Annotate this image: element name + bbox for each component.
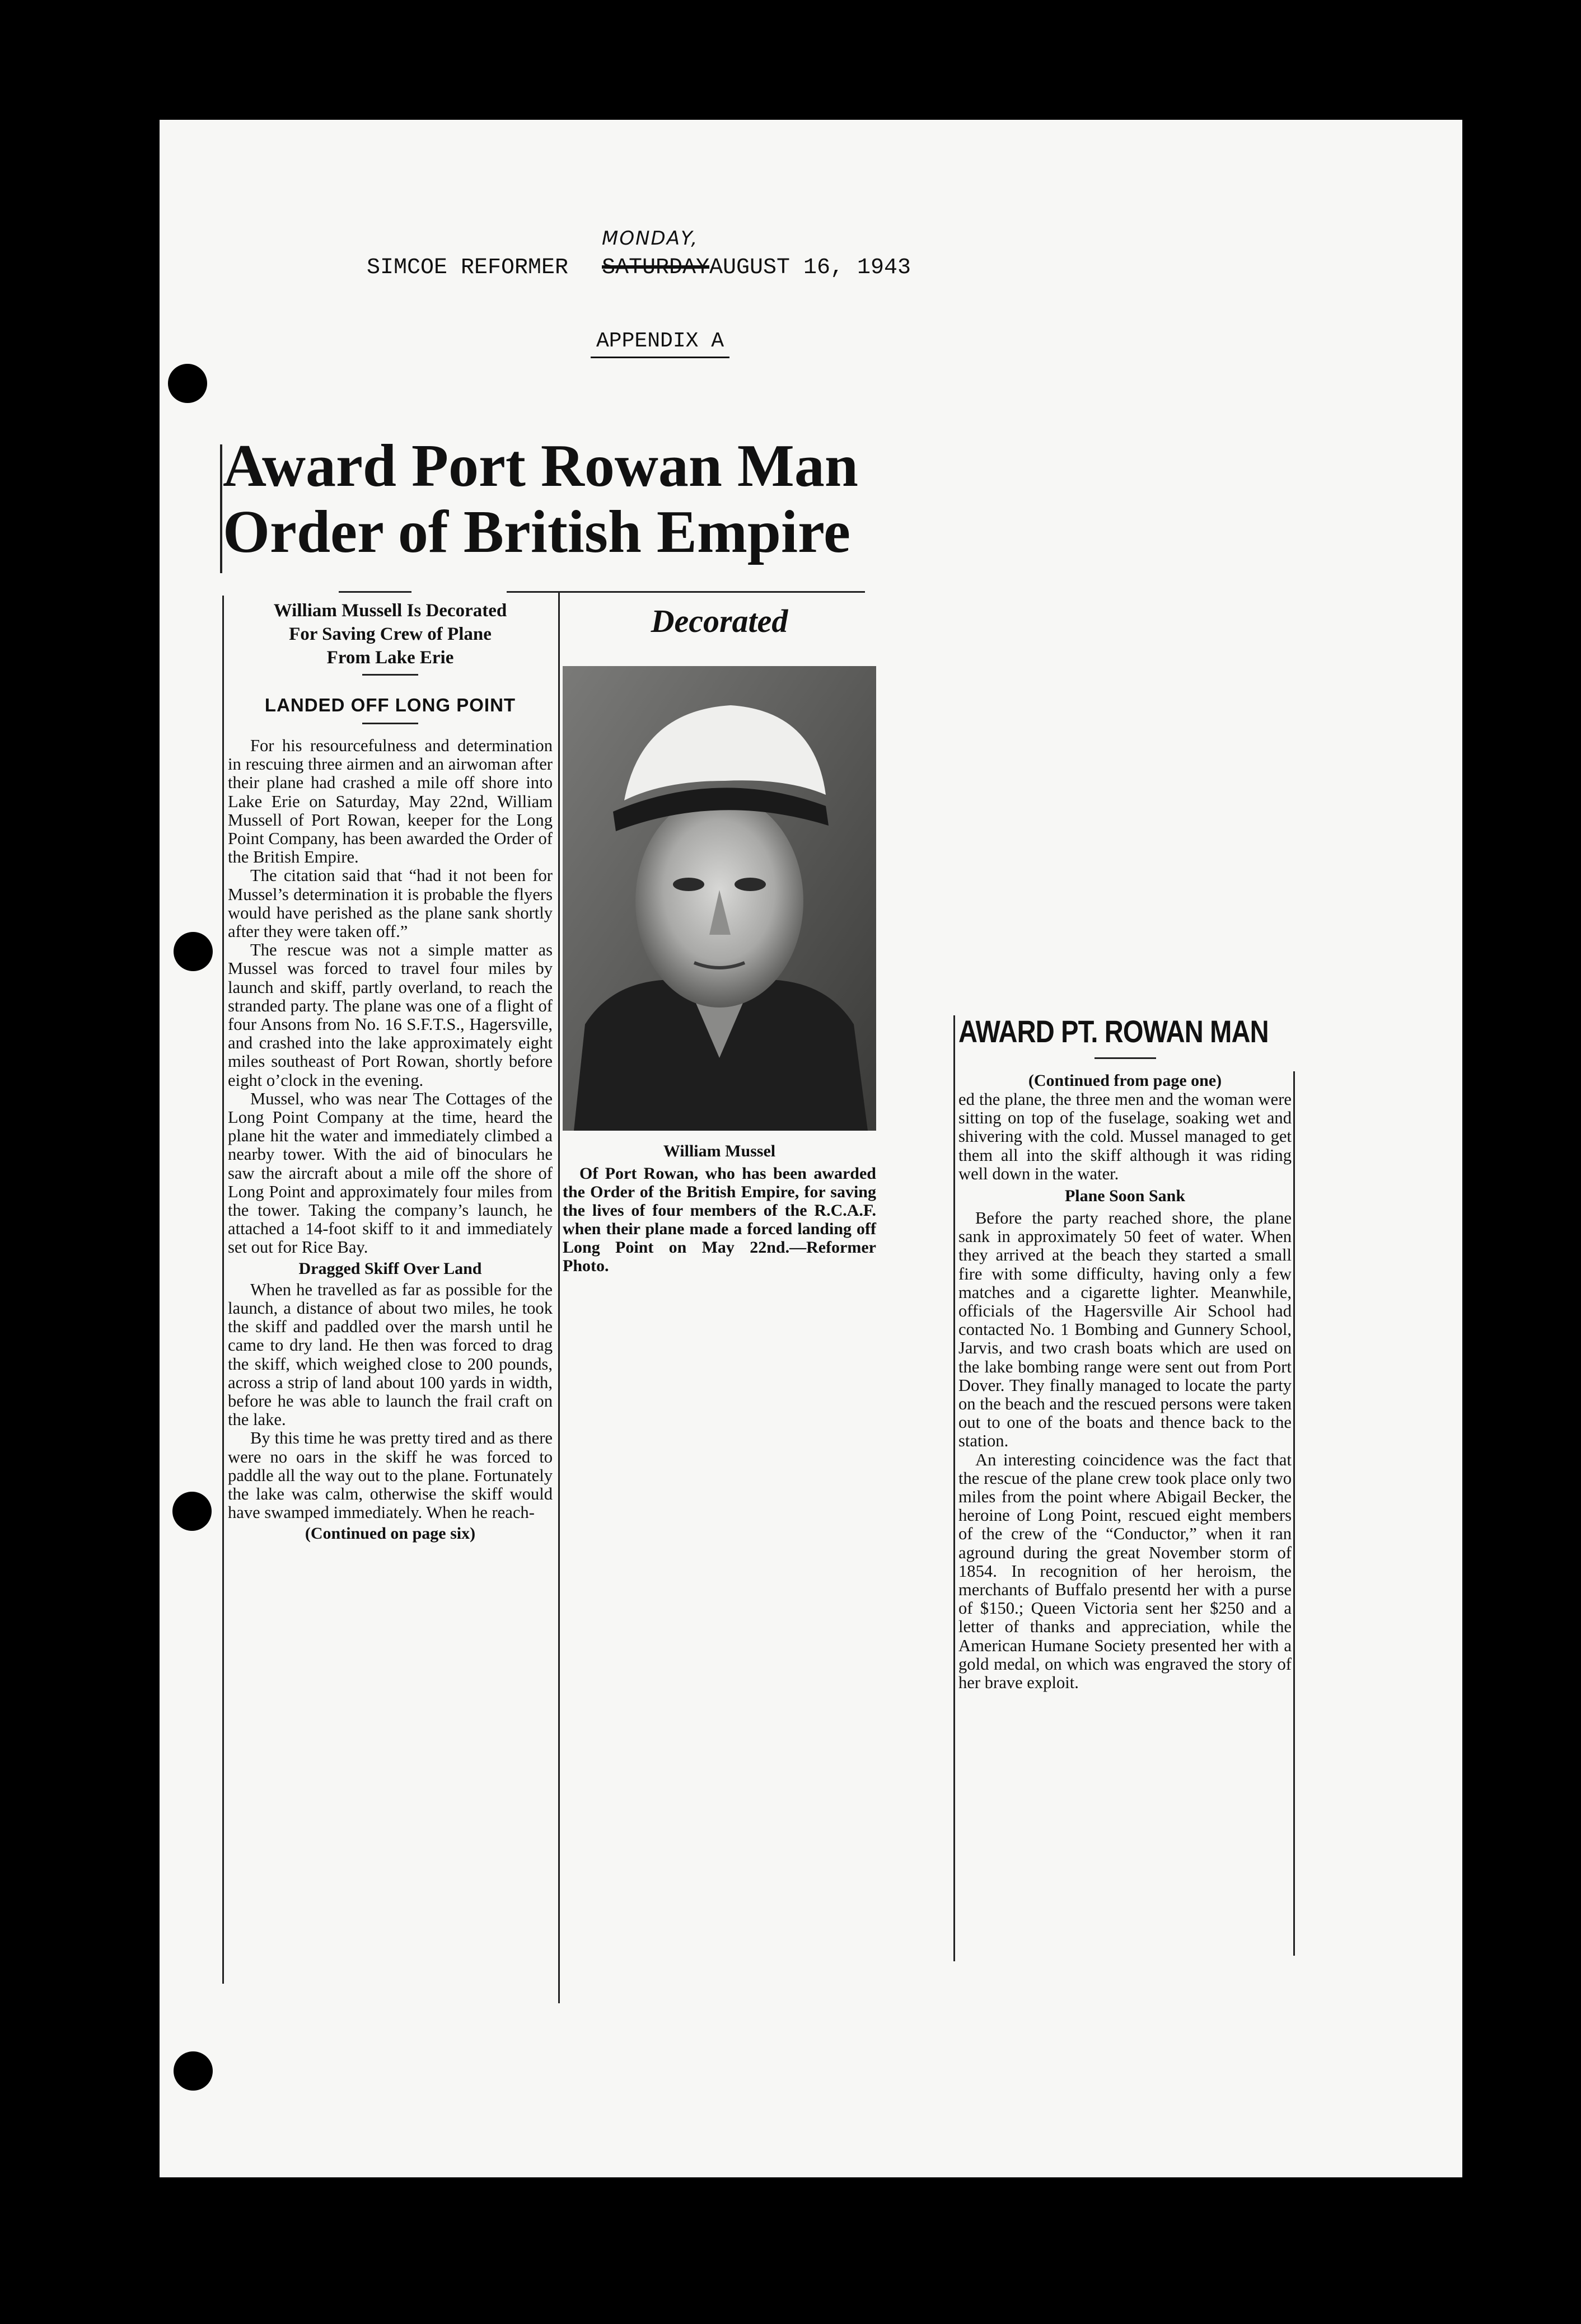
right-column-edge-rule: [1293, 1071, 1295, 1956]
continued-from-note: (Continued from page one): [1028, 1071, 1222, 1090]
article-paragraph: An interesting coincidence was the fact that the rescue of the plane crew took place only two miles from the point where Abigail Becker, the heroine of Long Point, rescued eight members of the crew of the “Conductor,” when it ran aground during the great November storm of 1854. In recognition of her heroism, the merchants of Buffalo presentd her with a purse of $150.; Queen Victoria sent her $250 and a letter of thanks and appreciation, while the American Humane Society presented her with a gold medal, on which was engraved the story of her brave exploit.: [958, 1450, 1292, 1693]
photo-title: Decorated: [651, 603, 788, 639]
continuation-column: [958, 1014, 1292, 1692]
newspaper-dateline: [367, 227, 983, 283]
portrait-photo: [563, 666, 876, 1131]
left-margin-rule: [222, 596, 224, 1984]
appendix-label: APPENDIX A: [591, 329, 729, 358]
deck-line-3: From Lake Erie: [326, 648, 454, 668]
article-paragraph: For his resourcefulness and determination in rescuing three airmen and an airwoman after their plane had crashed a mile off shore into Lake Erie on Saturday, May 22nd, William Mussell of Port Rowan, keeper for the Long Point Company, has been awarded the Order of the British Empire.: [228, 736, 553, 867]
photo-caption-name: William Mussel: [663, 1142, 776, 1160]
photo-caption: Of Port Rowan, who has been awarded the Order of the British Empire, for saving the lives of four members of the R.C.A.F. when their plane made a forced landing off Long Point on May 22nd.—Reformer Photo.: [563, 1164, 876, 1275]
article-paragraph: The rescue was not a simple matter as Mussel was forced to travel four miles by launch and skiff, partly overland, to reach the stranded party. The plane was one of a flight of four Ansons from No. 16 S.F.T.S., Hagersville, and crashed into the lake approximately eight miles southeast of Port Rowan, shortly before eight o’clock in the evening.: [228, 940, 553, 1090]
continuation-headline: AWARD PT. ROWAN MAN: [958, 1014, 1269, 1049]
headline-line-2: Order of British Empire: [223, 499, 850, 565]
headline-line-1: Award Port Rowan Man: [223, 433, 858, 499]
deck-line-1: William Mussell Is Decorated: [273, 601, 507, 621]
binder-hole: [172, 1492, 212, 1531]
deck-rule: [362, 674, 418, 676]
article-subhead: LANDED OFF LONG POINT: [264, 695, 516, 715]
column-divider: [558, 593, 560, 2003]
continuation-body: [958, 1090, 1292, 1692]
photo-column-top-rule: [507, 591, 865, 593]
left-article-column: [228, 599, 553, 1543]
right-column-rule: [953, 1015, 955, 1961]
newspaper-name: SIMCOE REFORMER: [367, 255, 569, 280]
article-body: [228, 737, 553, 1543]
main-headline: [223, 433, 951, 565]
binder-hole: [174, 932, 213, 971]
article-paragraph: Before the party reached shore, the plane sank in approximately 50 feet of water. When they arrived at the beach they started a small fire with some difficulty, having only a few matches and a cigarette lighter. Meanwhile, officials of the Hagersville Air School had contacted No. 1 Bombing and Gunnery School, Jarvis, and two crash boats which are used on the lake bombing range were sent out from Port Dover. They finally managed to locate the party on the beach and the rescued persons were taken out to one of the boats and thence back to the station.: [958, 1208, 1292, 1451]
portrait-image: [563, 666, 876, 1131]
article-paragraph: Mussel, who was near The Cottages of the Long Point Company at the time, heard the plane hit the water and immediately climbed a nearby tower. With the aid of binoculars he saw the aircraft about a mile off the shore of Long Point and approximately four miles from the tower. Taking the company’s launch, he attached a 14-foot skiff to it and immediately set out for Rice Bay.: [228, 1089, 553, 1257]
binder-hole: [174, 2051, 213, 2091]
deck-top-rule: [339, 591, 411, 593]
section-subhead: Plane Soon Sank: [1064, 1187, 1186, 1206]
article-paragraph: ed the plane, the three men and the woman were sitting on top of the fuselage, soaking wet and shivering with the cold. Mussel managed to get them all into the skiff although it was riding well down in the water.: [958, 1090, 1292, 1183]
article-paragraph: By this time he was pretty tired and as there were no oars in the skiff he was forced to paddle all the way out to the plane. Fortunately the lake was calm, otherwise the skiff would have swamped immediately. When he reach-: [228, 1428, 553, 1522]
article-deck: [228, 599, 553, 669]
section-subhead: Dragged Skiff Over Land: [298, 1259, 482, 1278]
struck-out-day: SATURDAY: [602, 255, 710, 280]
binder-hole: [168, 364, 207, 403]
continued-note: (Continued on page six): [305, 1524, 476, 1543]
continuation-rule: [1094, 1057, 1156, 1059]
article-paragraph: When he travelled as far as possible for the launch, a distance of about two miles, he took the skiff and paddled over the marsh until he came to dry land. He then was forced to drag the skiff, which weighed close to 200 pounds, across a strip of land about 100 yards in width, before he was able to launch the frail craft on the lake.: [228, 1280, 553, 1430]
subhead-rule: [362, 723, 418, 724]
deck-line-2: For Saving Crew of Plane: [289, 624, 492, 644]
document-page: [160, 120, 1462, 2177]
photo-column: [563, 599, 876, 1275]
headline-rule: [220, 444, 222, 573]
article-paragraph: The citation said that “had it not been for Mussel’s determination it is probable the flyers would have perished as the plane sank shortly after they were taken off.”: [228, 866, 553, 941]
handwritten-day-correction: MONDAY,: [602, 227, 699, 250]
publication-date: AUGUST 16, 1943: [709, 255, 911, 280]
